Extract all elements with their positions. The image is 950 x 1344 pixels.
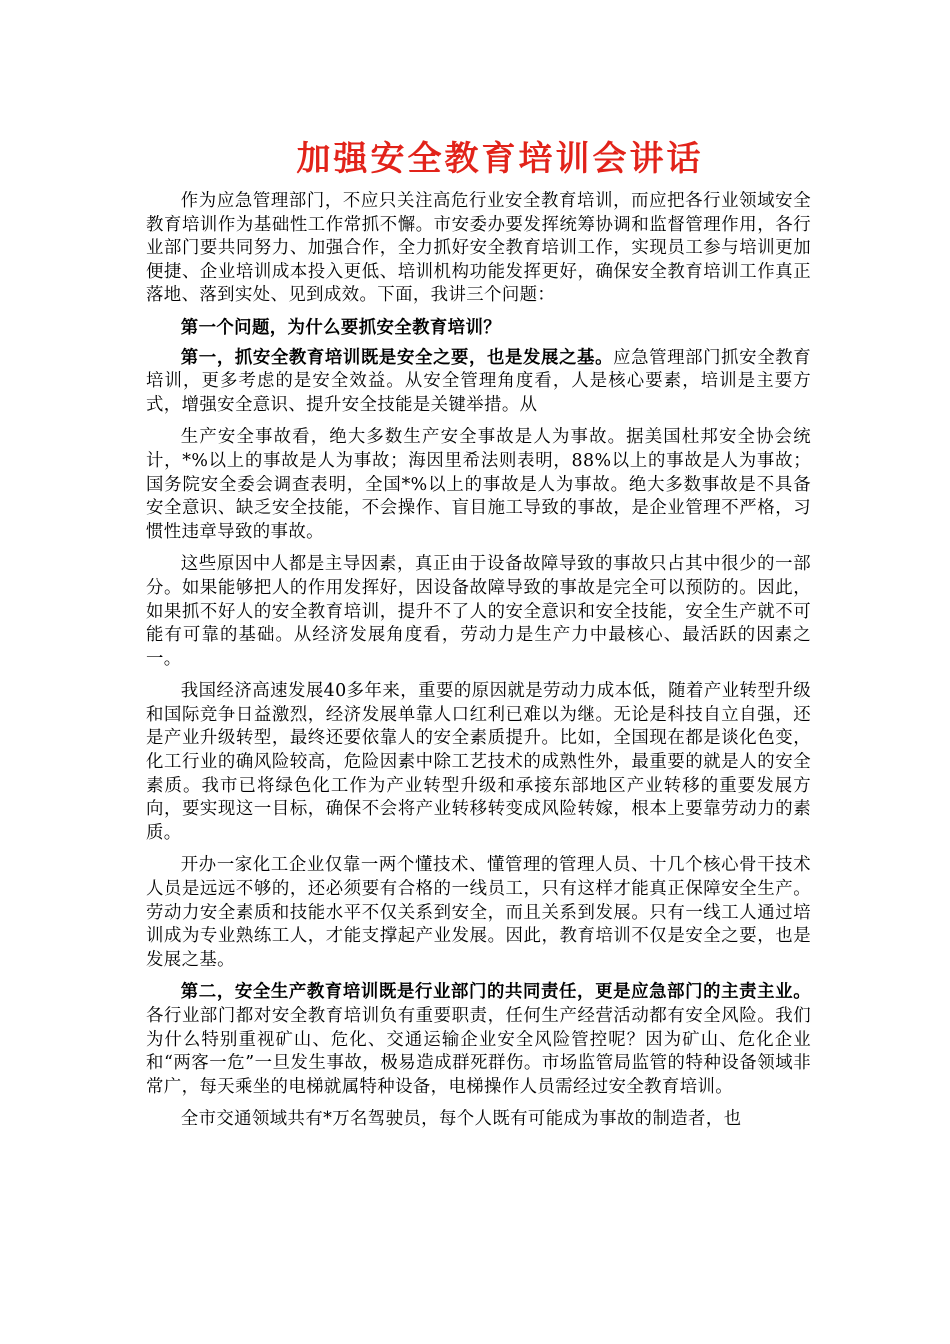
paragraph-chemical-enterprise: 开办一家化工企业仅靠一两个懂技术、懂管理的管理人员、十几个核心骨干技术人员是远远不够的，还必须要有合格的一线员工，只有这样才能真正保障安全生产。劳动力安全素质和技能水平不仅关系到安全，而且关系到发展。只有一线工人通过培训成为专业熟练工人，才能支撑起产业发展。因此，教育培训不仅是安全之要，也是发展之基。 — [146, 855, 811, 970]
document-body — [146, 190, 811, 1141]
paragraph-traffic: 全市交通领域共有*万名驾驶员，每个人既有可能成为事故的制造者，也 — [180, 1109, 742, 1130]
point-2-text: 各行业部门都对安全教育培训负有重要职责，任何生产经营活动都有安全风险。我们为什么特别重视矿山、危化、交通运输企业安全风险管控呢？因为矿山、危化企业和“两客一危”一旦发生事故，极易造成群死群伤。市场监管局监管的特种设备领域非常广，每天乘坐的电梯就属特种设备，电梯操作人员需经过安全教育培训。 — [146, 1006, 811, 1097]
section-heading-1: 第一个问题，为什么要抓安全教育培训？ — [180, 317, 502, 338]
paragraph-point-2 — [146, 981, 811, 1099]
paragraph-human-factor: 这些原因中人都是主导因素，真正由于设备故障导致的事故只占其中很少的一部分。如果能够把人的作用发挥好，因设备故障导致的事故是完全可以预防的。因此，如果抓不好人的安全教育培训，提升不了人的安全意识和安全技能，安全生产就不可能有可靠的基础。从经济发展角度看，劳动力是生产力中最核心、最活跃的因素之一。 — [146, 554, 811, 669]
paragraph-point-1 — [146, 347, 811, 418]
paragraph-accident-stats: 生产安全事故看，绝大多数生产安全事故是人为事故。据美国杜邦安全协会统计，*%以上的事故是人为事故；海因里希法则表明，88%以上的事故是人为事故；国务院安全委会调查表明，全国*%以上的事故是人为事故。绝大多数事故是不具备安全意识、缺乏安全技能，不会操作、盲目施工导致的事故，是企业管理不严格，习惯性违章导致的事故。 — [146, 427, 811, 542]
paragraph-economy: 我国经济高速发展40多年来，重要的原因就是劳动力成本低，随着产业转型升级和国际竞争日益激烈，经济发展单靠人口红利已难以为继。无论是科技自立自强，还是产业升级转型，最终还要依靠人的安全素质提升。比如，全国现在都是谈化色变，化工行业的确风险较高，危险因素中除工艺技术的成熟性外，最重要的就是人的安全素质。我市已将绿色化工作为产业转型升级和承接东部地区产业转移的重要发展方向，要实现这一目标，确保不会将产业转移转变成风险转嫁，根本上要靠劳动力的素质。 — [146, 681, 811, 843]
document-title: 加强安全教育培训会讲话 — [296, 139, 704, 179]
point-1-lead: 第一，抓安全教育培训既是安全之要，也是发展之基。 — [180, 347, 614, 368]
point-1-text: 应急管理部门抓安全教育培训，更多考虑的是安全效益。从安全管理角度看，人是核心要素，培训是主要方式，增强安全意识、提升安全技能是关键举措。从 — [146, 347, 812, 415]
point-2-lead: 第二，安全生产教育培训既是行业部门的共同责任，更是应急部门的主责主业。 — [180, 982, 811, 1003]
paragraph-intro: 作为应急管理部门，不应只关注高危行业安全教育培训，而应把各行业领域安全教育培训作为基础性工作常抓不懈。市安委办要发挥统筹协调和监督管理作用，各行业部门要共同努力、加强合作，全力抓好安全教育培训工作，实现员工参与培训更加便捷、企业培训成本投入更低、培训机构功能发挥更好，确保安全教育培训工作真正落地、落到实处、见到成效。下面，我讲三个问题： — [146, 191, 811, 306]
